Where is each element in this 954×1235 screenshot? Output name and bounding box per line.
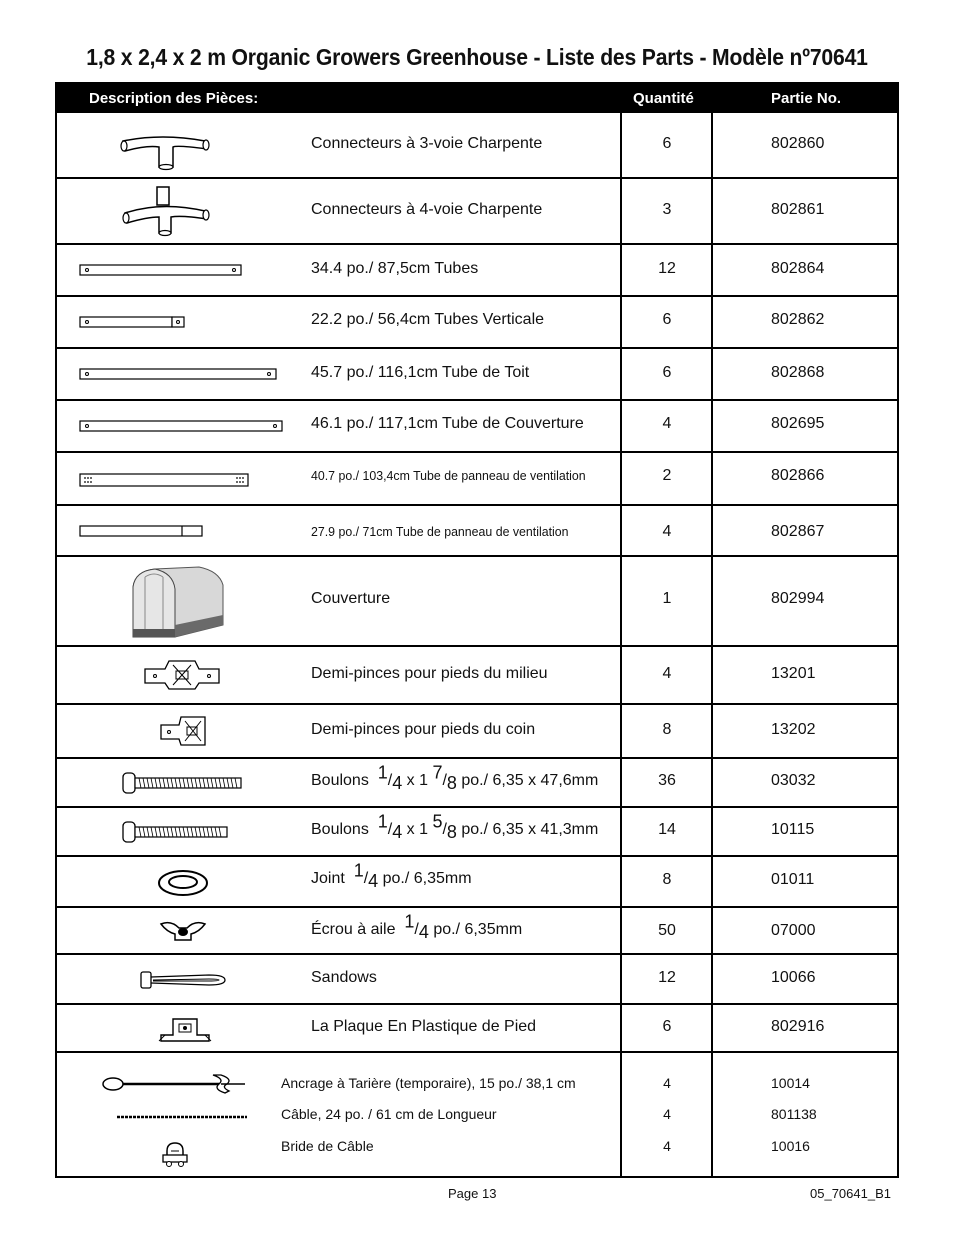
row-description: Connecteurs à 3-voie Charpente bbox=[311, 135, 543, 152]
row-part-number: 802994 bbox=[771, 590, 825, 607]
table-row bbox=[57, 297, 897, 349]
table-row bbox=[57, 453, 897, 506]
table-row bbox=[57, 857, 897, 908]
row-part-number: 802864 bbox=[771, 260, 825, 277]
bolt-icon bbox=[121, 820, 229, 844]
row-description: Couverture bbox=[311, 590, 391, 607]
table-row bbox=[57, 113, 897, 179]
header-description: Description des Pièces: bbox=[89, 90, 259, 107]
table-row bbox=[57, 908, 897, 955]
document-code: 05_70641_B1 bbox=[810, 1186, 891, 1201]
row-description: 45.7 po./ 116,1cm Tube de Toit bbox=[311, 364, 530, 381]
row-description: Ancrage à Tarière (temporaire), 15 po./ 38,1 cm bbox=[281, 1075, 576, 1091]
row-quantity: 36 bbox=[658, 772, 676, 789]
middle-clamp-icon bbox=[143, 659, 223, 691]
row-quantity: 50 bbox=[658, 922, 676, 939]
row-part-number: 802861 bbox=[771, 201, 825, 218]
table-row bbox=[57, 647, 897, 705]
bungee-icon bbox=[139, 969, 227, 991]
table-row bbox=[57, 245, 897, 297]
bolt-icon bbox=[121, 771, 243, 795]
row-description: 46.1 po./ 117,1cm Tube de Couverture bbox=[311, 415, 584, 432]
row-quantity: 4 bbox=[662, 665, 672, 682]
cover-icon bbox=[129, 563, 227, 641]
row-quantity: 4 bbox=[663, 1075, 671, 1091]
row-description: 34.4 po./ 87,5cm Tubes bbox=[311, 260, 479, 277]
row-description: 40.7 po./ 103,4cm Tube de panneau de ventilation bbox=[311, 468, 586, 483]
row-description: Câble, 24 po. / 61 cm de Longueur bbox=[281, 1106, 497, 1122]
row-quantity: 4 bbox=[662, 415, 672, 432]
row-quantity: 8 bbox=[662, 721, 672, 738]
tube-icon bbox=[79, 525, 205, 539]
row-part-number: 802916 bbox=[771, 1018, 825, 1035]
page-title: 1,8 x 2,4 x 2 m Organic Growers Greenhouse - Liste des Parts - Modèle nº70641 bbox=[86, 44, 868, 70]
three-way-connector-icon bbox=[117, 131, 212, 171]
row-part-number: 10014 bbox=[771, 1075, 810, 1091]
row-part-number: 03032 bbox=[771, 772, 816, 789]
table-row bbox=[57, 506, 897, 557]
row-part-number: 13201 bbox=[771, 665, 816, 682]
table-row bbox=[57, 759, 897, 808]
row-quantity: 4 bbox=[663, 1106, 671, 1122]
table-row bbox=[57, 1005, 897, 1053]
row-description: Boulons $^1/_4$ x 1 $^7/_8$ po./ 6,35 x 47,6mm bbox=[311, 762, 599, 794]
row-part-number: 07000 bbox=[771, 922, 816, 939]
cable-clamp-icon bbox=[161, 1141, 189, 1167]
tube-icon bbox=[79, 368, 279, 382]
header-part: Partie No. bbox=[771, 90, 842, 107]
row-quantity: 8 bbox=[662, 871, 672, 888]
tube-icon bbox=[79, 264, 243, 278]
table-row bbox=[57, 179, 897, 245]
row-description: La Plaque En Plastique de Pied bbox=[311, 1018, 537, 1035]
table-header bbox=[57, 84, 897, 113]
corner-clamp-icon bbox=[159, 715, 209, 749]
row-description: 27.9 po./ 71cm Tube de panneau de ventilation bbox=[311, 524, 569, 539]
page-number: Page 13 bbox=[448, 1186, 497, 1201]
row-quantity: 3 bbox=[662, 201, 672, 218]
table-row bbox=[57, 401, 897, 453]
cable-icon bbox=[115, 1113, 249, 1121]
four-way-connector-icon bbox=[121, 185, 211, 237]
row-part-number: 802868 bbox=[771, 364, 825, 381]
row-quantity: 6 bbox=[662, 364, 672, 381]
row-part-number: 801138 bbox=[771, 1106, 817, 1122]
row-quantity: 4 bbox=[663, 1138, 671, 1154]
row-quantity: 6 bbox=[662, 311, 672, 328]
row-quantity: 14 bbox=[658, 821, 676, 838]
row-quantity: 6 bbox=[662, 1018, 672, 1035]
row-quantity: 12 bbox=[658, 260, 676, 277]
row-part-number: 802867 bbox=[771, 523, 825, 540]
row-part-number: 10016 bbox=[771, 1138, 810, 1154]
header-quantity: Quantité bbox=[633, 90, 694, 107]
row-part-number: 13202 bbox=[771, 721, 816, 738]
tube-icon bbox=[79, 316, 187, 330]
table-row bbox=[57, 557, 897, 647]
row-quantity: 4 bbox=[662, 523, 672, 540]
washer-icon bbox=[157, 869, 209, 897]
row-part-number: 802862 bbox=[771, 311, 825, 328]
table-row bbox=[57, 705, 897, 759]
row-part-number: 10115 bbox=[771, 821, 815, 838]
foot-plate-icon bbox=[157, 1015, 213, 1043]
row-quantity: 6 bbox=[662, 135, 672, 152]
row-quantity: 2 bbox=[662, 467, 672, 484]
row-description: Joint $^1/_4$ po./ 6,35mm bbox=[311, 860, 472, 892]
row-part-number: 01011 bbox=[771, 871, 815, 888]
row-description: Boulons $^1/_4$ x 1 $^5/_8$ po./ 6,35 x 41,3mm bbox=[311, 811, 599, 843]
row-quantity: 12 bbox=[658, 969, 676, 986]
wing-nut-icon bbox=[159, 918, 207, 944]
row-description: Connecteurs à 4-voie Charpente bbox=[311, 201, 543, 218]
parts-table bbox=[55, 82, 899, 1178]
auger-anchor-icon bbox=[101, 1073, 249, 1095]
table-row bbox=[57, 1053, 897, 1178]
row-part-number: 802860 bbox=[771, 135, 825, 152]
table-row bbox=[57, 808, 897, 857]
row-quantity: 1 bbox=[662, 590, 672, 607]
row-description: Écrou à aile $^1/_4$ po./ 6,35mm bbox=[311, 911, 523, 943]
row-part-number: 10066 bbox=[771, 969, 816, 986]
row-description: Demi-pinces pour pieds du coin bbox=[311, 721, 536, 738]
row-description: Sandows bbox=[311, 969, 377, 986]
row-part-number: 802866 bbox=[771, 467, 825, 484]
row-description: Bride de Câble bbox=[281, 1138, 374, 1154]
table-row bbox=[57, 955, 897, 1005]
row-description: Demi-pinces pour pieds du milieu bbox=[311, 665, 548, 682]
tube-icon bbox=[79, 420, 285, 434]
tube-icon bbox=[79, 473, 251, 489]
row-part-number: 802695 bbox=[771, 415, 825, 432]
table-row bbox=[57, 349, 897, 401]
row-description: 22.2 po./ 56,4cm Tubes Verticale bbox=[311, 311, 545, 328]
